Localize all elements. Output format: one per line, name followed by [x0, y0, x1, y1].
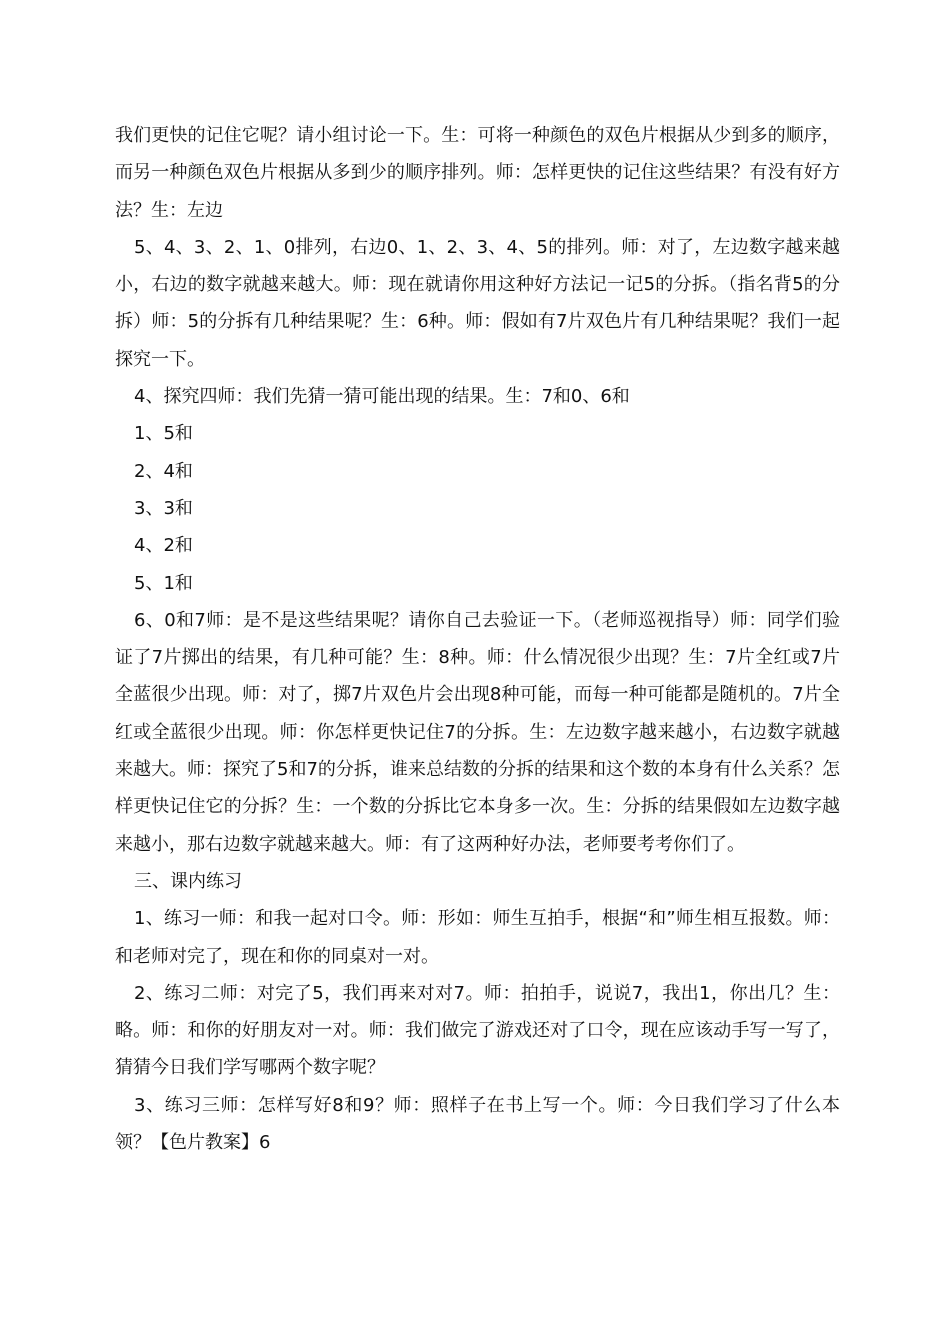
paragraph-1: 我们更快的记住它呢？请小组讨论一下。生：可将一种颜色的双色片根据从少到多的顺序，而另一种颜色双色片根据从多到少的顺序排列。师：怎样更快的记住这些结果？有没有好方法？生：左边 — [115, 125, 840, 221]
paragraph-13: 3、练习三师：怎样写好8和9？师：照样子在书上写一个。师：今日我们学习了什么本领？【色片教案】6 — [115, 1094, 840, 1154]
paragraph-6: 3、3和 — [134, 497, 193, 519]
paragraph-5: 2、4和 — [134, 460, 193, 482]
paragraph-9: 6、0和7师：是不是这些结果呢？请你自己去验证一下。（老师巡视指导）师：同学们验证了7片掷出的结果，有几种可能？生：8种。师：什么情况很少出现？生：7片全红或7片全蓝很少出现。师：对了，掷7片双色片会出现8种可能，而每一种可能都是随机的。7片全红或全蓝很少出现。师：你怎样更快记住7的分拆。生：左边数字越来越小，右边数字就越来越大。师：探究了5和7的分拆，谁来总结数的分拆的结果和这个数的本身有什么关系？怎样更快记住它的分拆？生：一个数的分拆比它本身多一次。生：分拆的结果假如左边数字越来越小，那右边数字就越来越大。师：有了这两种好办法，老师要考考你们了。 — [115, 609, 840, 855]
document-body — [115, 117, 840, 1161]
paragraph-3: 4、探究四师：我们先猜一猜可能出现的结果。生：7和0、6和 — [134, 386, 630, 408]
paragraph-2: 5、4、3、2、1、0排列，右边0、1、2、3、4、5的排列。师：对了，左边数字越来越小，右边的数字就越来越大。师：现在就请你用这种好方法记一记5的分拆。（指名背5的分拆）师：5的分拆有几种结果呢？生：6种。师：假如有7片双色片有几种结果呢？我们一起探究一下。 — [115, 236, 840, 370]
paragraph-8: 5、1和 — [134, 572, 193, 594]
paragraph-7: 4、2和 — [134, 535, 193, 557]
paragraph-12: 2、练习二师：对完了5，我们再来对对7。师：拍拍手，说说7，我出1，你出几？生：略。师：和你的好朋友对一对。师：我们做完了游戏还对了口令，现在应该动手写一写了，猜猜今日我们学写哪两个数字呢？ — [115, 982, 840, 1079]
section-heading: 三、课内练习 — [134, 870, 242, 892]
paragraph-4: 1、5和 — [134, 423, 193, 445]
paragraph-11: 1、练习一师：和我一起对口令。师：形如：师生互拍手，根据“和”师生相互报数。师：和老师对完了，现在和你的同桌对一对。 — [115, 908, 840, 967]
